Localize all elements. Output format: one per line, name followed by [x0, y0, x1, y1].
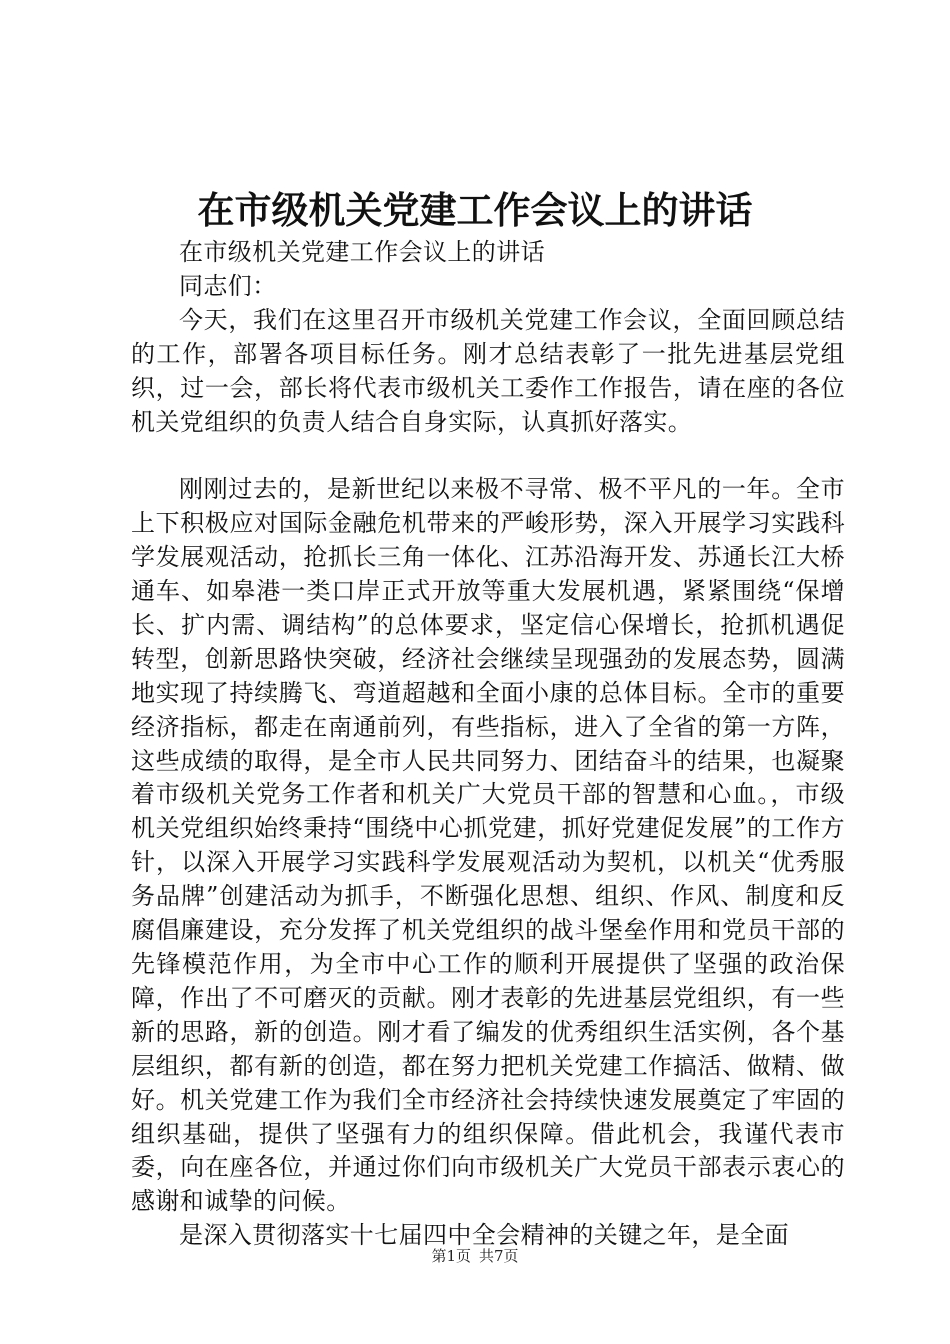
body-paragraph: 是深入贯彻落实十七届四中全会精神的关键之年，是全面 [179, 1221, 789, 1250]
document-title: 在市级机关党建工作会议上的讲话 [197, 188, 753, 232]
paragraph-spacer [131, 439, 845, 473]
salutation-paragraph: 同志们： [179, 271, 277, 300]
subtitle-paragraph: 在市级机关党建工作会议上的讲话 [179, 238, 545, 266]
body-paragraph: 今天，我们在这里召开市级机关党建工作会议，全面回顾总结的工作，部署各项目标任务。刚才总结表彰了一批先进基层党组织，过一会，部长将代表市级机关工委作工作报告，请在座的各位机关党组织的负责人结合自身实际，认真抓好落实。 [131, 305, 845, 436]
page-footer [0, 1246, 950, 1266]
page-total: 共7页 [479, 1247, 519, 1265]
page-number: 第1页 [431, 1247, 471, 1265]
document-body [131, 236, 845, 1253]
body-paragraph: 刚刚过去的，是新世纪以来极不寻常、极不平凡的一年。全市上下积极应对国际金融危机带来的严峻形势，深入开展学习实践科学发展观活动，抢抓长三角一体化、江苏沿海开发、苏通长江大桥通车、如皋港一类口岸正式开放等重大发展机遇，紧紧围绕“保增长、扩内需、调结构”的总体要求，坚定信心保增长，抢抓机遇促转型，创新思路快突破，经济社会继续呈现强劲的发展态势，圆满地实现了持续腾飞、弯道超越和全面小康的总体目标。全市的重要经济指标，都走在南通前列，有些指标，进入了全省的第一方阵，这些成绩的取得，是全市人民共同努力、团结奋斗的结果，也凝聚着市级机关党务工作者和机关广大党员干部的智慧和心血。，市级机关党组织始终秉持“围绕中心抓党建，抓好党建促发展”的工作方针，以深入开展学习实践科学发展观活动为契机，以机关“优秀服务品牌”创建活动为抓手，不断强化思想、组织、作风、制度和反腐倡廉建设，充分发挥了机关党组织的战斗堡垒作用和党员干部的先锋模范作用，为全市中心工作的顺利开展提供了坚强的政治保障，作出了不可磨灭的贡献。刚才表彰的先进基层党组织，有一些新的思路，新的创造。刚才看了编发的优秀组织生活实例，各个基层组织，都有新的创造，都在努力把机关党建工作搞活、做精、做好。机关党建工作为我们全市经济社会持续快速发展奠定了牢固的组织基础，提供了坚强有力的组织保障。借此机会，我谨代表市委，向在座各位，并通过你们向市级机关广大党员干部表示衷心的感谢和诚挚的问候。 [131, 475, 845, 1216]
